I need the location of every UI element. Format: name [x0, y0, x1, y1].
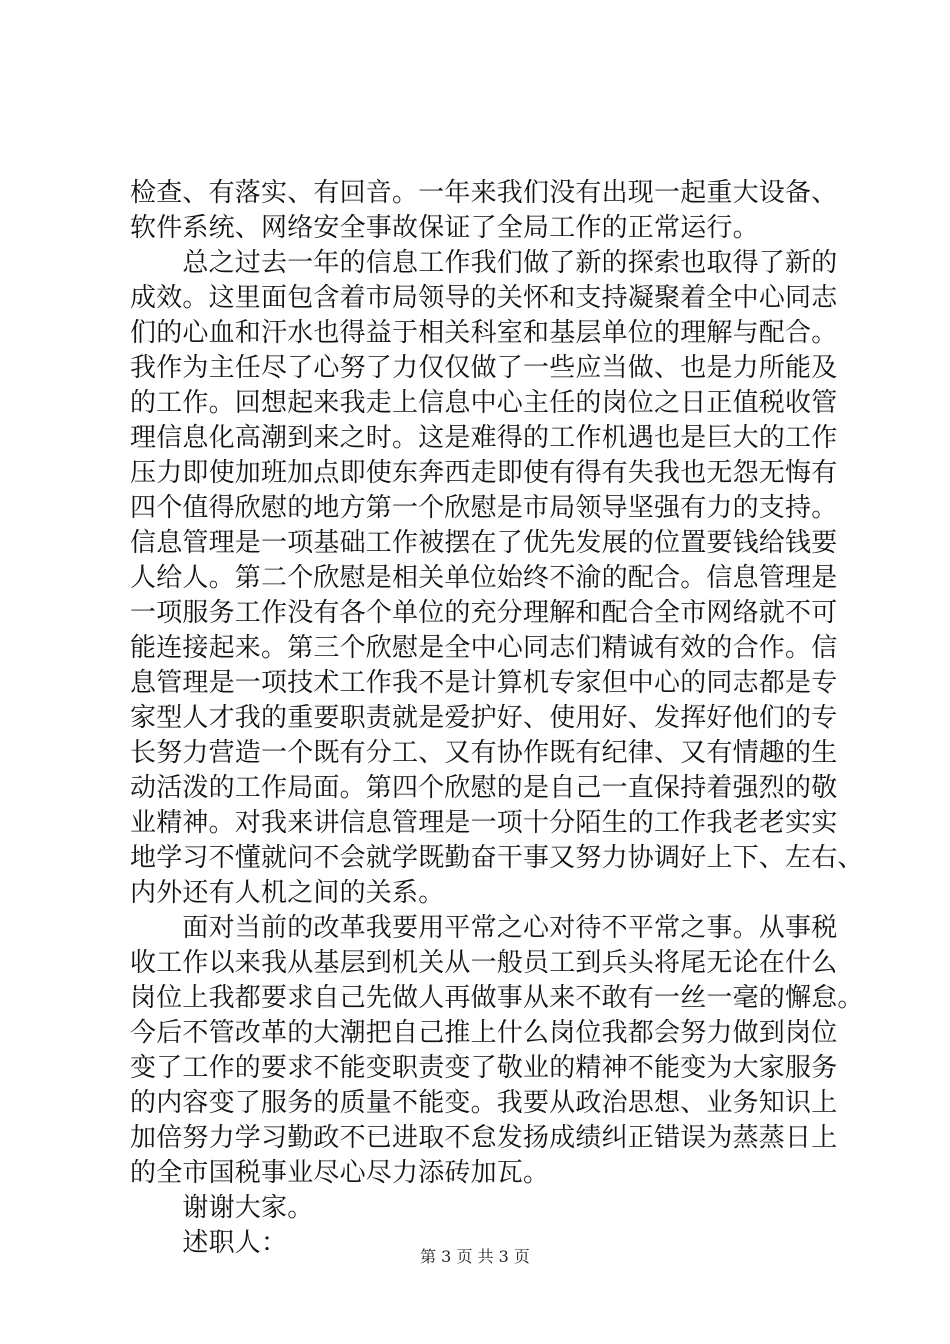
text-line: 的工作。回想起来我走上信息中心主任的岗位之日正值税收管 [130, 388, 838, 418]
text-line: 软件系统、网络安全事故保证了全局工作的正常运行。 [130, 213, 759, 243]
text-line: 能连接起来。第三个欣慰是全中心同志们精诚有效的合作。信 [130, 633, 838, 663]
text-line: 变了工作的要求不能变职责变了敬业的精神不能变为大家服务 [130, 1053, 838, 1083]
text-line: 收工作以来我从基层到机关从一般员工到兵头将尾无论在什么 [130, 948, 838, 978]
text-line: 今后不管改革的大潮把自己推上什么岗位我都会努力做到岗位 [130, 1018, 838, 1048]
text-line: 加倍努力学习勤政不已进取不怠发扬成绩纠正错误为蒸蒸日上 [130, 1123, 838, 1153]
document-body [130, 176, 864, 1261]
text-line: 动活泼的工作局面。第四个欣慰的是自己一直保持着强烈的敬 [130, 773, 838, 803]
text-line: 成效。这里面包含着市局领导的关怀和支持凝聚着全中心同志 [130, 283, 838, 313]
text-line: 们的心血和汗水也得益于相关科室和基层单位的理解与配合。 [130, 318, 838, 348]
text-line: 长努力营造一个既有分工、又有协作既有纪律、又有情趣的生 [130, 738, 838, 768]
text-line: 总之过去一年的信息工作我们做了新的探索也取得了新的 [130, 248, 838, 278]
text-line: 家型人才我的重要职责就是爱护好、使用好、发挥好他们的专 [130, 703, 838, 733]
text-line: 一项服务工作没有各个单位的充分理解和配合全市网络就不可 [130, 598, 838, 628]
text-line: 人给人。第二个欣慰是相关单位始终不渝的配合。信息管理是 [130, 563, 838, 593]
text-line: 述职人： [130, 1228, 288, 1258]
text-line: 的内容变了服务的质量不能变。我要从政治思想、业务知识上 [130, 1088, 838, 1118]
text-line: 业精神。对我来讲信息管理是一项十分陌生的工作我老老实实 [130, 808, 838, 838]
text-line: 我作为主任尽了心努了力仅仅做了一些应当做、也是力所能及 [130, 353, 838, 383]
text-line: 内外还有人机之间的关系。 [130, 878, 445, 908]
text-line: 理信息化高潮到来之时。这是难得的工作机遇也是巨大的工作 [130, 423, 838, 453]
text-line: 谢谢大家。 [130, 1193, 314, 1223]
text-line: 息管理是一项技术工作我不是计算机专家但中心的同志都是专 [130, 668, 838, 698]
text-line: 地学习不懂就问不会就学既勤奋干事又努力协调好上下、左右、 [130, 843, 864, 873]
page-number-footer: 第 3 页 共 3 页 [420, 1247, 530, 1266]
text-line: 压力即使加班加点即使东奔西走即使有得有失我也无怨无悔有 [130, 458, 838, 488]
text-line: 检查、有落实、有回音。一年来我们没有出现一起重大设备、 [130, 178, 838, 208]
text-line: 的全市国税事业尽心尽力添砖加瓦。 [130, 1158, 550, 1188]
text-line: 四个值得欣慰的地方第一个欣慰是市局领导坚强有力的支持。 [130, 493, 838, 523]
text-line: 信息管理是一项基础工作被摆在了优先发展的位置要钱给钱要 [130, 528, 838, 558]
text-line: 岗位上我都要求自己先做人再做事从来不敢有一丝一毫的懈怠。 [130, 983, 864, 1013]
text-line: 面对当前的改革我要用平常之心对待不平常之事。从事税 [130, 913, 838, 943]
